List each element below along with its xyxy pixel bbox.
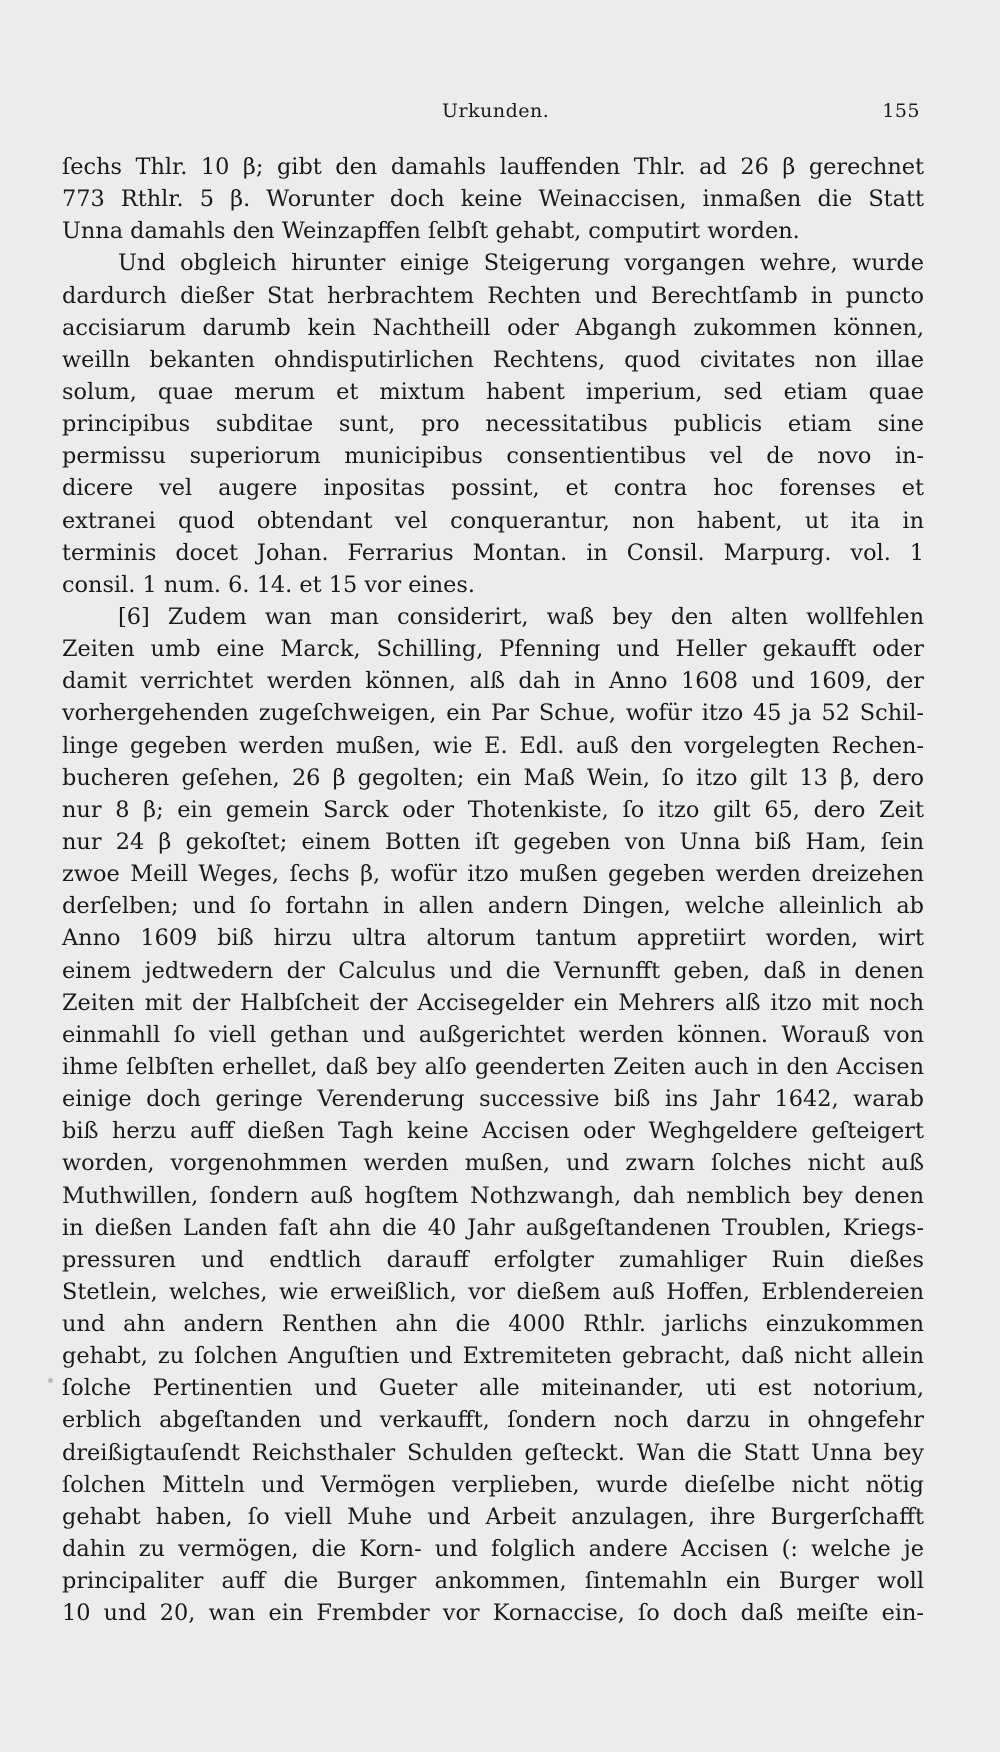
text-line: consil. 1 num. 6. 14. et 15 vor eines. — [62, 571, 475, 598]
text-line: worden, vorgenohmmen werden mußen, und zwarn ſolches nicht auß — [62, 1150, 924, 1177]
text-line: Anno 1609 biß hirzu ultra altorum tantum appretiirt worden, wirt — [62, 925, 924, 952]
text-line: vorhergehenden zugeſchweigen, ein Par Schue, wofür itzo 45 ja 52 Schil- — [62, 700, 924, 727]
paper-speck — [48, 1378, 53, 1383]
text-line: permissu superiorum municipibus consentientibus vel de novo in- — [62, 443, 924, 470]
text-line: Zeiten mit der Halbſcheit der Accisegelder ein Mehrers alß itzo mit noch — [62, 989, 924, 1016]
text-line: biß herzu auff dießen Tagh keine Accisen oder Weghgeldere geſteigert — [62, 1118, 924, 1145]
text-line: nur 24 β gekoſtet; einem Botten iſt gegeben von Unna biß Ham, ſein — [62, 828, 924, 855]
text-line: erblich abgeſtanden und verkaufft, ſondern noch darzu in ohngefehr — [62, 1407, 924, 1434]
text-line: dardurch dießer Stat herbrachtem Rechten und Berechtſamb in puncto — [62, 282, 924, 309]
page-number: 155 — [882, 100, 920, 122]
text-line: 10 und 20, wan ein Frembder vor Kornaccise, ſo doch daß meiſte ein- — [62, 1600, 924, 1627]
text-line: extranei quod obtendant vel conquerantur, non habent, ut ita in — [62, 507, 924, 534]
text-line: principaliter auff die Burger ankommen, ſintemahln ein Burger woll — [62, 1568, 924, 1595]
text-line: ſolche Pertinentien und Gueter alle miteinander, uti est notorium, — [62, 1375, 924, 1402]
text-line: in dießen Landen faſt ahn die 40 Jahr außgeſtandenen Troublen, Kriegs- — [62, 1214, 924, 1241]
text-line: pressuren und endtlich darauff erfolgter zumahliger Ruin dießes — [62, 1246, 924, 1273]
text-line: Unna damahls den Weinzapffen ſelbſt gehabt, computirt worden. — [62, 218, 800, 245]
text-line: Stetlein, welches, wie erweißlich, vor dießem auß Hoffen, Erblendereien — [62, 1278, 924, 1305]
text-line: Zeiten umb eine Marck, Schilling, Pfenning und Heller gekaufft oder — [62, 636, 924, 663]
text-line: dreißigtauſendt Reichsthaler Schulden geſteckt. Wan die Statt Unna bey — [62, 1439, 924, 1466]
text-line: solum, quae merum et mixtum habent imperium, sed etiam quae — [62, 378, 924, 405]
text-line: dicere vel augere inpositas possint, et contra hoc forenses et — [62, 475, 924, 502]
text-line: dahin zu vermögen, die Korn- und folglich andere Accisen (: welche je — [62, 1536, 924, 1563]
text-line: ſolchen Mitteln und Vermögen verplieben, wurde dieſelbe nicht nötig — [62, 1471, 924, 1498]
running-header — [62, 100, 920, 130]
text-line: derſelben; und ſo fortahn in allen andern Dingen, welche alleinlich ab — [62, 893, 924, 920]
text-line: 773 Rthlr. 5 β. Worunter doch keine Weinaccisen, inmaßen die Statt — [62, 186, 924, 213]
text-line: zwoe Meill Weges, ſechs β, wofür itzo mußen gegeben werden dreizehen — [62, 861, 924, 888]
text-line: terminis docet Johan. Ferrarius Montan. in Consil. Marpurg. vol. 1 — [62, 539, 924, 566]
text-line: nur 8 β; ein gemein Sarck oder Thotenkiste, ſo itzo gilt 65, dero Zeit — [62, 796, 924, 823]
body-text — [62, 151, 924, 1629]
text-line: einmahll ſo viell gethan und außgerichtet werden können. Worauß von — [62, 1021, 924, 1048]
text-line: accisiarum darumb kein Nachtheill oder Abgangh zukommen können, — [62, 314, 924, 341]
text-line: gehabt, zu ſolchen Anguſtien und Extremiteten gebracht, daß nicht allein — [62, 1343, 924, 1370]
text-line: [6] Zudem wan man considerirt, waß bey den alten wollfehlen — [118, 603, 924, 630]
header-title: Urkunden. — [442, 100, 550, 122]
text-line: einem jedtwedern der Calculus und die Vernunfft geben, daß in denen — [62, 957, 924, 984]
text-line: damit verrichtet werden können, alß dah in Anno 1608 und 1609, der — [62, 668, 924, 695]
text-line: gehabt haben, ſo viell Muhe und Arbeit anzulagen, ihre Burgerſchafft — [62, 1503, 924, 1530]
text-line: einige doch geringe Verenderung successive biß ins Jahr 1642, warab — [62, 1086, 924, 1113]
text-line: und ahn andern Renthen ahn die 4000 Rthlr. jarlichs einzukommen — [62, 1311, 924, 1338]
text-line: ſechs Thlr. 10 β; gibt den damahls lauffenden Thlr. ad 26 β gerechnet — [62, 154, 924, 180]
text-line: bucheren geſehen, 26 β gegolten; ein Maß Wein, ſo itzo gilt 13 β, dero — [62, 764, 924, 791]
text-line: Und obgleich hirunter einige Steigerung vorgangen wehre, wurde — [118, 250, 924, 277]
text-line: principibus subditae sunt, pro necessitatibus publicis etiam sine — [62, 411, 924, 438]
text-line: weilln bekanten ohndisputirlichen Rechtens, quod civitates non illae — [62, 346, 924, 373]
text-line: Muthwillen, ſondern auß hogſtem Nothzwangh, dah nemblich bey denen — [62, 1182, 924, 1209]
text-line: linge gegeben werden mußen, wie E. Edl. auß den vorgelegten Rechen- — [62, 732, 924, 759]
text-line: ihme ſelbſten erhellet, daß bey alſo geenderten Zeiten auch in den Accisen — [62, 1053, 924, 1080]
